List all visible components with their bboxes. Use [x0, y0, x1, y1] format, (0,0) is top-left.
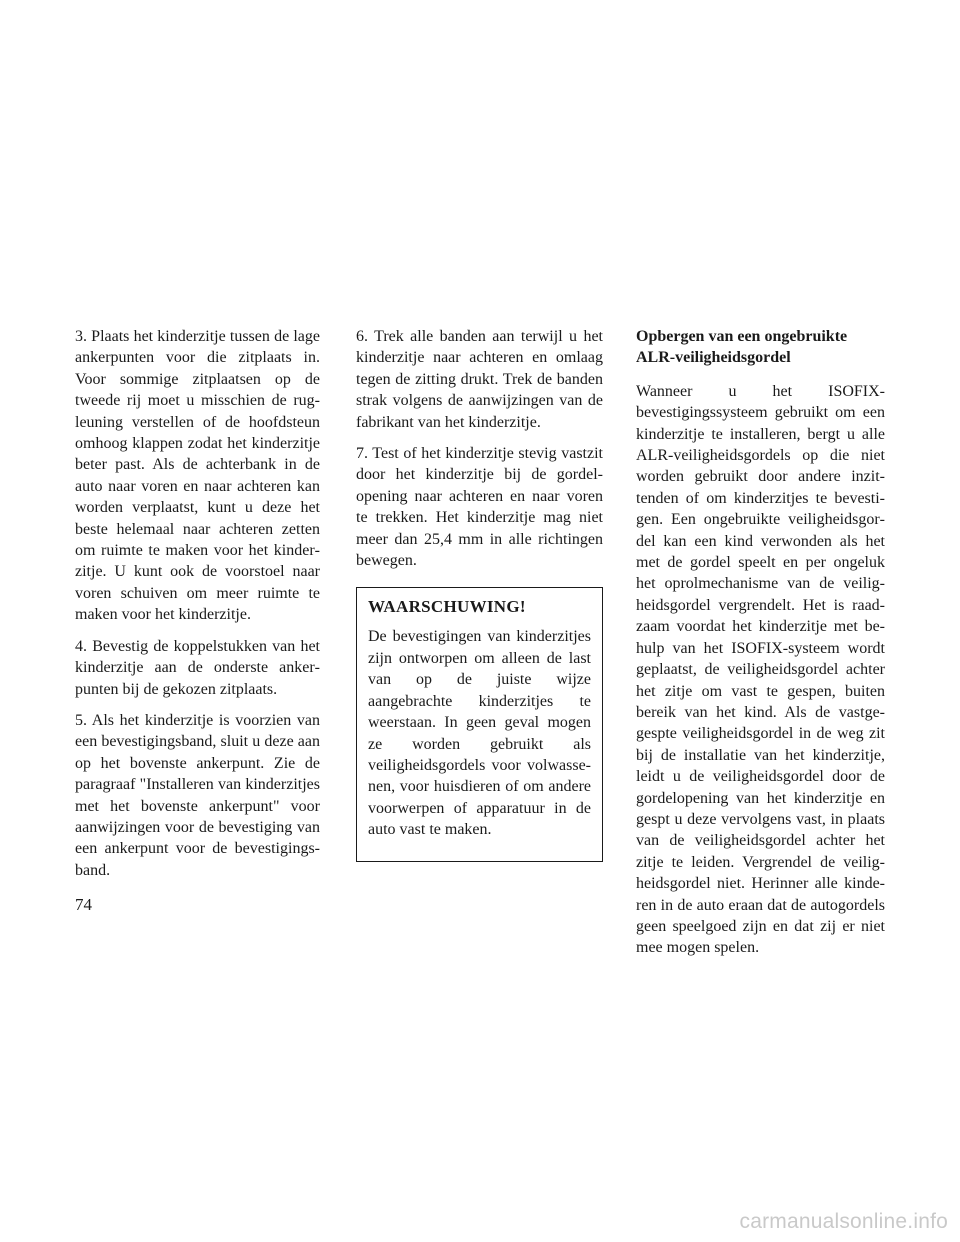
section-heading	[636, 326, 885, 369]
right-column	[636, 326, 885, 969]
warning-box	[356, 587, 603, 861]
section-heading-line-2: ALR-veiligheidsgordel	[636, 349, 791, 367]
step-4-paragraph: 4. Bevestig de koppelstukken van het kinderzitje aan de onderste ankerpunten bij de gekozen zitplaats.	[75, 637, 320, 698]
step-7-paragraph: 7. Test of het kinderzitje stevig vastzit door het kinderzitje bij de gordelopening naar achteren en naar voren te trekken. Het kinderzitje mag niet meer dan 25,4 mm in alle richtingen bewegen.	[356, 445, 603, 570]
left-column	[75, 326, 320, 891]
page-number: 74	[75, 895, 92, 914]
section-heading-line-1: Opbergen van een ongebruikte	[636, 328, 848, 345]
step-6-paragraph: 6. Trek alle banden aan terwijl u het kinderzitje naar achteren en omlaag tegen de zitting drukt. Trek de banden strak volgens de aanwijzingen van de fabrikant van het kinderzitje.	[356, 328, 603, 431]
watermark: carmanualsonline.info	[739, 1210, 948, 1233]
storage-paragraph: Wanneer u het ISOFIX-bevestigingssysteem gebruikt om een kinderzitje te installeren, bergt u alle ALR-veiligheidsgordels op die niet worden gebruikt door andere inzittenden of om kinderzitjes te bevestigen. Een ongebruikte veiligheidsgordel kan een kind verwonden als het met de gordel speelt en per ongeluk het oprolmechanisme van de veiligheidsgordel vergrendelt. Het is raadzaam voordat het kinderzitje met behulp van het ISOFIX-systeem wordt geplaatst, de veiligheidsgordel achter het zitje om vast te gespen, buiten bereik van het kind. Als de vastgegespte veiligheidsgordel in de weg zit bij de installatie van het kinderzitje, leidt u de veiligheidsgordel door de gordelopening van het kinderzitje en gespt u deze vervolgens vast, in plaats van de veiligheidsgordel achter het zitje te leiden. Vergrendel de veiligheidsgordel niet. Herinner alle kinderen in de auto eraan dat de autogordels geen speelgoed zijn en dat zij er niet mee mogen spelen.	[636, 382, 885, 957]
warning-title: WAARSCHUWING!	[368, 597, 526, 617]
middle-column	[356, 326, 603, 862]
step-3-paragraph: 3. Plaats het kinderzitje tussen de lage ankerpunten voor die zitplaats in. Voor sommige zitplaatsen op de tweede rij moet u misschien de rugleuning verstellen of de hoofdsteun omhoog klappen zodat het kinderzitje beter past. Als de achterbank in de auto naar voren en naar achteren kan worden verplaatst, kunt u deze het beste helemaal naar achteren zetten om ruimte te maken voor het kinderzitje. U kunt ook de voorstoel naar voren schuiven om meer ruimte te maken voor het kinderzitje.	[75, 328, 320, 624]
step-5-paragraph: 5. Als het kinderzitje is voorzien van een bevestigingsband, sluit u deze aan op het bovenste ankerpunt. Zie de paragraaf "Installeren van kinderzitjes met het bovenste ankerpunt" voor aanwijzingen voor de bevestiging van een ankerpunt voor de bevestigingsband.	[75, 711, 320, 879]
warning-body: De bevestigingen van kinderzitjes zijn ontworpen om alleen de last van op de juiste wijze aangebrachte kinderzitjes te weerstaan. In geen geval mogen ze worden gebruikt als veiligheidsgordels voor volwassenen, voor huisdieren of om andere voorwerpen of apparatuur in de auto vast te maken.	[368, 628, 591, 839]
